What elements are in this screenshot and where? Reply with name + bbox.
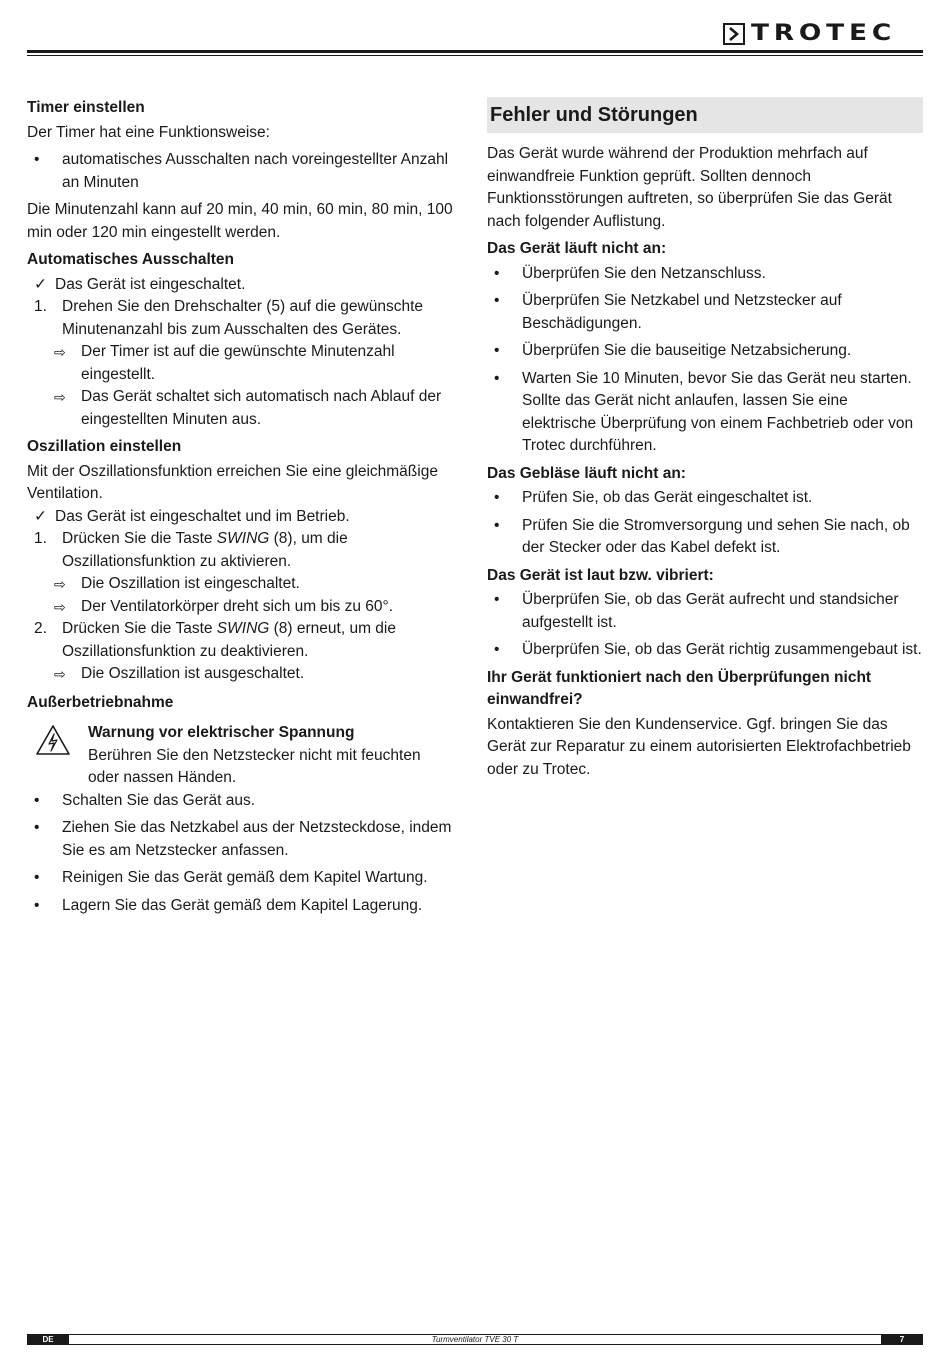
result-arrow-icon: ⇨ <box>54 666 66 682</box>
troubleshooting-bullet: • Prüfen Sie die Stromversorgung und sehen Sie nach, ob der Stecker oder das Kabel defekt ist. <box>487 515 923 560</box>
check-text: Das Gerät ist eingeschaltet. <box>55 275 246 293</box>
timer-heading: Timer einstellen <box>27 99 145 116</box>
troubleshooting-intro: Das Gerät wurde während der Produktion mehrfach auf einwandfreie Funktion geprüft. Sollten dennoch Funktionsstörungen auftreten, so überprüfen Sie das Gerät nach folgender Auflistung. <box>487 145 892 230</box>
oscillation-intro: Mit der Oszillationsfunktion erreichen Sie eine gleichmäßige Ventilation. <box>27 462 438 502</box>
electrical-warning <box>27 722 455 790</box>
troubleshooting-bullet: • Überprüfen Sie den Netzanschluss. <box>487 263 923 286</box>
decommission-bullet: • Schalten Sie das Gerät aus. <box>27 790 455 813</box>
timer-note: Die Minutenzahl kann auf 20 min, 40 min, 60 min, 80 min, 100 min oder 120 min eingestellt werden. <box>27 201 453 241</box>
section-heading: Das Gerät ist laut bzw. vibriert: <box>487 566 714 584</box>
checkmark-icon: ✓ <box>34 275 47 293</box>
troubleshooting-bullet: • Überprüfen Sie, ob das Gerät richtig zusammengebaut ist. <box>487 639 923 662</box>
right-column <box>487 97 923 786</box>
warning-title: Warnung vor elektrischer Spannung <box>88 724 355 741</box>
timer-intro: Der Timer hat eine Funktionsweise: <box>27 123 270 141</box>
auto-off-result-1 <box>27 341 455 386</box>
oscillation-check <box>27 506 455 529</box>
auto-off-step-1 <box>27 296 455 341</box>
final-heading: Ihr Gerät funktioniert nach den Überprüfungen nicht einwandfrei? <box>487 668 872 708</box>
result-arrow-icon: ⇨ <box>54 389 66 405</box>
step-number: 1. <box>34 298 47 315</box>
trotec-logo <box>723 20 897 47</box>
oscillation-heading: Oszillation einstellen <box>27 438 182 455</box>
logo-text: TROTEC <box>751 20 897 46</box>
step-text-pre: Drücken Sie die Taste <box>62 530 217 547</box>
swing-key: SWING <box>216 620 270 637</box>
decommission-bullet: • Reinigen Sie das Gerät gemäß dem Kapitel Wartung. <box>27 867 455 890</box>
auto-off-check <box>27 274 455 297</box>
header-rule <box>27 50 923 53</box>
step-text-post: (8), um die Oszillationsfunktion zu aktivieren. <box>62 530 348 570</box>
step-text: Drehen Sie den Drehschalter (5) auf die gewünschte Minutenanzahl bis zum Ausschalten des Gerätes. <box>62 298 424 338</box>
oscillation-result-1 <box>27 573 455 596</box>
logo-chevron-icon <box>723 23 745 45</box>
swing-key: SWING <box>216 530 270 547</box>
oscillation-step-2 <box>27 618 455 663</box>
warning-text: Berühren Sie den Netzstecker nicht mit feuchten oder nassen Händen. <box>88 746 421 786</box>
result-text: Die Oszillation ist ausgeschaltet. <box>81 665 305 682</box>
section-heading: Das Gerät läuft nicht an: <box>487 240 667 257</box>
troubleshooting-bullet: • Überprüfen Sie, ob das Gerät aufrecht und standsicher aufgestellt ist. <box>487 589 923 634</box>
electrical-hazard-icon <box>35 724 71 756</box>
result-text: Der Timer ist auf die gewünschte Minutenzahl eingestellt. <box>81 343 395 383</box>
footer-product: Turmventilator TVE 30 T <box>431 1335 519 1344</box>
oscillation-step-1 <box>27 528 455 573</box>
step-number: 2. <box>34 620 47 637</box>
step-text-post: (8) erneut, um die Oszillationsfunktion zu deaktivieren. <box>62 620 396 660</box>
result-arrow-icon: ⇨ <box>54 344 66 360</box>
decommission-bullet: • Lagern Sie das Gerät gemäß dem Kapitel Lagerung. <box>27 895 455 918</box>
checkmark-icon: ✓ <box>34 507 47 525</box>
step-number: 1. <box>34 530 47 547</box>
troubleshooting-bullet: • Überprüfen Sie die bauseitige Netzabsicherung. <box>487 340 923 363</box>
decommission-heading: Außerbetriebnahme <box>27 693 174 711</box>
decommission-bullet: • Ziehen Sie das Netzkabel aus der Netzsteckdose, indem Sie es am Netzstecker anfassen. <box>27 817 455 862</box>
result-text: Das Gerät schaltet sich automatisch nach Ablauf der eingestellten Minuten aus. <box>81 388 442 428</box>
result-arrow-icon: ⇨ <box>54 598 66 615</box>
troubleshooting-bullet: • Überprüfen Sie Netzkabel und Netzstecker auf Beschädigungen. <box>487 290 923 335</box>
left-column <box>27 97 455 922</box>
footer-page-number: 7 <box>881 1334 923 1345</box>
section-title: Fehler und Störungen <box>487 97 923 133</box>
final-text: Kontaktieren Sie den Kundenservice. Ggf. bringen Sie das Gerät zur Reparatur zu einem autorisierten Elektrofachbetrieb oder zu Trotec. <box>487 715 911 778</box>
section-heading: Das Gebläse läuft nicht an: <box>487 464 686 482</box>
result-text: Der Ventilatorkörper dreht sich um bis zu 60°. <box>81 597 394 615</box>
check-text: Das Gerät ist eingeschaltet und im Betrieb. <box>55 507 350 525</box>
oscillation-result-3 <box>27 663 455 686</box>
footer-language: DE <box>27 1334 69 1345</box>
troubleshooting-bullet: • Warten Sie 10 Minuten, bevor Sie das Gerät neu starten. Sollte das Gerät nicht anlaufen, lassen Sie eine elektrische Überprüfung von einem Fachbetrieb oder von Trotec durchführen. <box>487 368 923 458</box>
result-text: Die Oszillation ist eingeschaltet. <box>81 575 300 592</box>
header-rule-thin <box>27 55 923 56</box>
auto-off-heading: Automatisches Ausschalten <box>27 251 235 268</box>
result-arrow-icon: ⇨ <box>54 576 66 592</box>
troubleshooting-bullet: • Prüfen Sie, ob das Gerät eingeschaltet ist. <box>487 487 923 510</box>
step-text-pre: Drücken Sie die Taste <box>62 620 217 637</box>
oscillation-result-2 <box>27 596 455 619</box>
timer-bullet: • automatisches Ausschalten nach voreingestellter Anzahl an Minuten <box>27 149 455 194</box>
auto-off-result-2 <box>27 386 455 431</box>
